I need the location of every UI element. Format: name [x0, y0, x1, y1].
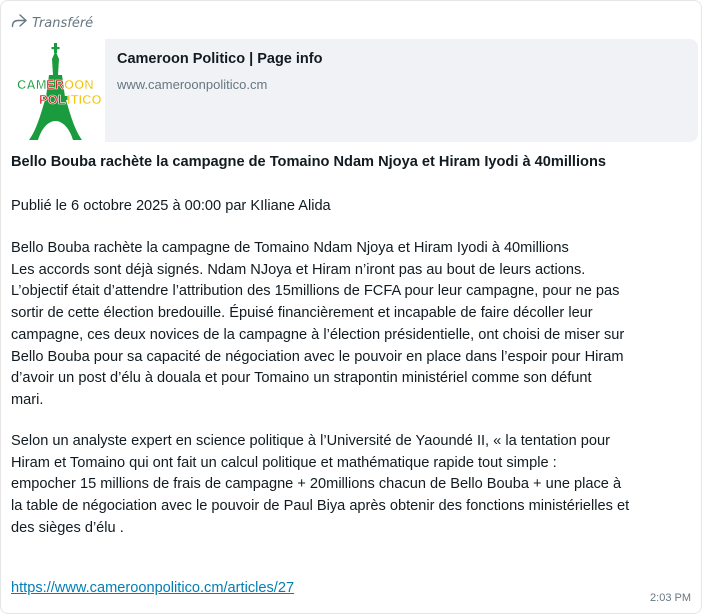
tower-logo-icon	[9, 39, 105, 142]
article-headline: Bello Bouba rachète la campagne de Tomaino Ndam Njoya et Hiram Iyodi à 40millions	[11, 154, 606, 170]
text-line: des sièges d’élu .	[11, 519, 124, 536]
text-line: sortir de cette élection bredouille. Épuisé financièrement et incapable de faire décoller leur	[11, 305, 593, 322]
article-link[interactable]: https://www.cameroonpolitico.cm/articles/27	[11, 580, 295, 596]
text-line: L’objectif était d’attendre l’attribution des 15millions de FCFA pour leur campagne, pour ne pas	[11, 283, 620, 300]
text-line: la table de négociation avec le pouvoir de Paul Biya après obtenir des fonctions ministérielles et	[11, 498, 630, 515]
text-line: empocher 15 millions de frais de campagne + 20millions chacun de Bello Bouba + une place à	[11, 476, 622, 493]
text-line: Bello Bouba pour sa capacité de négociation avec le pouvoir en place dans l’espoir pour Hiram	[11, 348, 624, 365]
text-line: mari.	[11, 391, 44, 408]
article-paragraph-2	[11, 431, 693, 540]
text-line: Les accords sont déjà signés. Ndam NJoya et Hiram n’iront pas au bout de leurs actions.	[11, 261, 586, 278]
forwarded-label: Transféré	[32, 15, 94, 31]
site-thumbnail	[9, 39, 105, 142]
forwarded-indicator	[11, 14, 93, 32]
svg-text:POL: POL	[39, 92, 66, 107]
text-line: d’avoir un post d’élu à douala et pour Tomaino un strapontin ministériel comme son défunt	[11, 370, 592, 387]
svg-text:CAM: CAM	[17, 77, 47, 92]
message-timestamp: 2:03 PM	[650, 592, 691, 604]
forward-arrow-icon	[11, 14, 27, 32]
text-line: Hiram et Tomaino qui ont fait un calcul politique et mathématique rapide tout simple :	[11, 454, 557, 471]
text-line: Bello Bouba rachète la campagne de Tomaino Ndam Njoya et Hiram Iyodi à 40millions	[11, 240, 569, 256]
link-preview-url: www.cameroonpolitico.cm	[117, 77, 268, 92]
link-preview-card[interactable]	[9, 39, 698, 142]
link-preview-title: Cameroon Politico | Page info	[117, 51, 323, 67]
publish-info: Publié le 6 octobre 2025 à 00:00 par KIliane Alida	[11, 198, 331, 214]
text-line: campagne, ces deux novices de la campagne à l’élection présidentielle, ont choisi de miser sur	[11, 326, 625, 343]
article-paragraph-1	[11, 238, 693, 412]
svg-text:ER: ER	[46, 77, 65, 92]
text-line: Selon un analyste expert en science politique à l’Université de Yaoundé II, « la tentation pour	[11, 433, 611, 449]
svg-text:ITICO: ITICO	[67, 92, 102, 107]
svg-text:OON: OON	[64, 77, 94, 92]
